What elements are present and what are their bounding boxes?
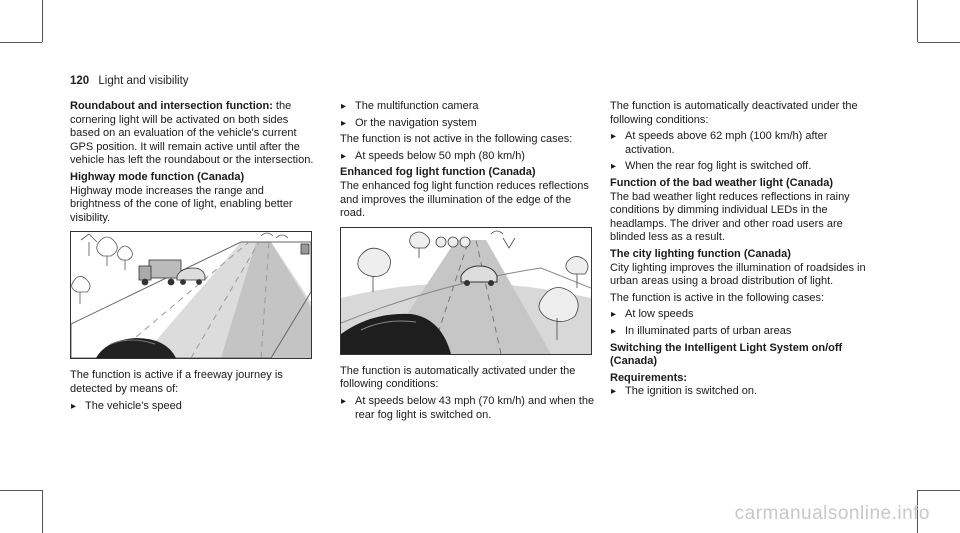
watermark: carmanualsonline.info [734,503,930,524]
list-item: ▸ The ignition is switched on. [610,385,875,399]
not-active-intro: The function is not active in the following cases: [340,133,573,146]
auto-deactivated-intro: The function is automatically deactivated under the following conditions: [610,100,858,126]
switching-title: Switching the Intelligent Light System on/off (Canada) [610,341,843,368]
bullet-list [340,150,595,164]
bullet-list [340,395,595,422]
roundabout-body: the cornering light will be activated on both sides based on an evaluation of the vehicle's current GPS position. It will remain active until after the vehicle has left the roundabout or the intersection. [70,100,314,167]
crop-mark [917,0,918,42]
highway-body: Highway mode increases the range and brightness of the cone of light, enabling better visibility. [70,184,293,224]
page-number: 120 [70,75,90,87]
auto-active-intro: The function is automatically activated under the following conditions: [340,364,576,391]
list-item: ▸ The multifunction camera [340,100,595,114]
list-item: ▸ At low speeds [610,308,875,322]
column-3 [610,100,875,402]
list-item: ▸ At speeds below 50 mph (80 km/h) [340,150,595,164]
list-item: ▸ Or the navigation system [340,117,595,131]
list-item: ▸ At speeds above 62 mph (100 km/h) after activation. [610,130,875,157]
fog-light-illustration [340,227,592,355]
fog-title: Enhanced fog light function (Canada) [340,166,536,179]
active-intro: The function is active if a freeway journey is detected by means of: [70,369,283,395]
roundabout-paragraph [70,100,315,168]
highway-illustration [70,231,312,359]
city-active-intro: The function is active in the following cases: [610,291,825,304]
column-2 [340,100,595,425]
requirements-title: Requirements: [610,371,688,384]
crop-mark [42,490,43,533]
crop-mark [918,490,960,491]
highway-title: Highway mode function (Canada) [70,170,245,183]
city-body: City lighting improves the illumination of roadsides in urban areas using a broad distribution of light. [610,261,866,288]
crop-mark [0,490,42,491]
bullet-list [340,100,595,130]
bullet-list [610,385,875,399]
bullet-list [610,130,875,174]
city-title: The city lighting function (Canada) [610,247,791,260]
bullet-list [610,308,875,338]
crop-mark [0,42,42,43]
list-item: ▸ The vehicle's speed [70,400,315,414]
list-item: ▸ In illuminated parts of urban areas [610,325,875,339]
bullet-list [70,400,315,414]
page-header [70,75,189,87]
section-title: Light and visibility [98,75,189,87]
roundabout-title: Roundabout and intersection function: [70,100,273,112]
list-item: ▸ At speeds below 43 mph (70 km/h) and when the rear fog light is switched on. [340,395,595,422]
crop-mark [918,42,960,43]
column-1 [70,100,315,416]
fog-body: The enhanced fog light function reduces reflections and improves the illumination of the edge of the road. [340,179,589,220]
bad-weather-body: The bad weather light reduces reflections in rainy conditions by dimming individual LEDs in the headlamps. The driver and other road users are blinded less as a result. [610,190,850,244]
bad-weather-title: Function of the bad weather light (Canada) [610,176,834,189]
crop-mark [42,0,43,42]
list-item: ▸ When the rear fog light is switched off. [610,160,875,174]
